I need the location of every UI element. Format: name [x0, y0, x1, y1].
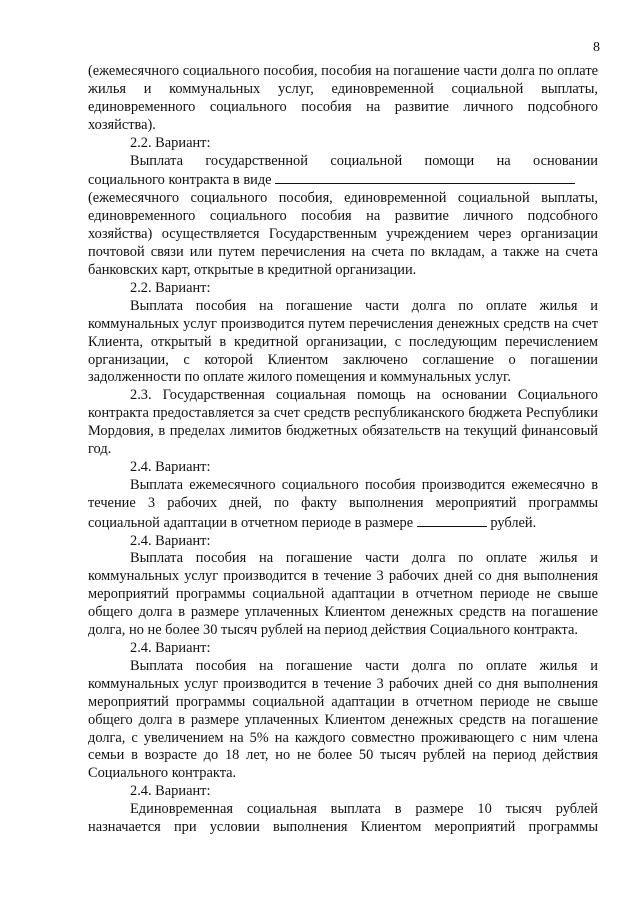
contract-form-blank [275, 170, 575, 184]
paragraph-payment-method-line2 [88, 170, 598, 190]
section-heading-2-4-a: 2.4. Вариант: [130, 458, 211, 475]
page-number: 8 [593, 40, 600, 55]
paragraph-payment-method [88, 153, 598, 171]
paragraph-monthly-allowance [88, 477, 598, 533]
paragraph-2-3-funding: 2.3. Государственная социальная помощь на основании Социального контракта предоставляется за счет средств республиканского бюджета Республики Мордовия, в пределах лимитов бюджетных обязательств на текущий финансовый год. [88, 387, 598, 458]
paragraph-debt-50k: Выплата пособия на погашение части долга по оплате жилья и коммунальных услуг производится в течение 3 рабочих дней со дня выполнения мероприятий программы социальной адаптации в отчетном периоде не свыше общего долга в размере уплаченных Клиентом денежных средств на погашение долга, с увеличением на 5% на каждого совместно проживающего с ним члена семьи в возрасте до 18 лет, но не более 50 тысяч рублей на период действия Социального контракта. [88, 657, 598, 782]
monthly-amount-blank [417, 513, 487, 527]
paragraph-debt-payment-transfer: Выплата пособия на погашение части долга по оплате жилья и коммунальных услуг производится путем перечисления денежных средств на счет Клиента, открытый в кредитной организации, с последующим перечислением организации, с которой Клиентом заключено соглашение о погашении задолженности по оплате жилого помещения и коммунальных услуг. [88, 297, 598, 386]
paragraph-one-time-payment: Единовременная социальная выплата в размере 10 тысяч рублей назначается при условии выполнения Клиентом мероприятий программы [88, 801, 598, 836]
section-heading-2-2-b: 2.2. Вариант: [130, 279, 211, 296]
paragraph-intro: (ежемесячного социального пособия, пособия на погашение части долга по оплате жилья и коммунальных услуг, единовременной социальной выплаты, единовременного социального пособия на развитие личного подсобного хозяйства). [88, 63, 598, 133]
section-heading-2-2-a: 2.2. Вариант: [130, 134, 211, 151]
document-body [88, 63, 598, 837]
contract-form-label: социального контракта в виде [88, 172, 272, 189]
monthly-allowance-text: Выплата ежемесячного социального пособия производится ежемесячно в течение 3 рабочих дней, по факту выполнения мероприятий программы социальной адаптации в отчетном периоде в размере [88, 476, 598, 531]
section-heading-2-4-d: 2.4. Вариант: [130, 783, 211, 800]
paragraph-debt-30k: Выплата пособия на погашение части долга по оплате жилья и коммунальных услуг производится в течение 3 рабочих дней со дня выполнения мероприятий программы социальной адаптации в отчетном периоде не свыше общего долга в размере уплаченных Клиентом денежных средств на погашение долга, но не более 30 тысяч рублей на период действия Социального контракта. [88, 550, 598, 639]
section-heading-2-4-c: 2.4. Вариант: [130, 640, 211, 656]
monthly-amount-unit: рублей. [490, 514, 537, 531]
paragraph-payment-method-line1: Выплата государственной социальной помощи на основании [130, 152, 598, 169]
paragraph-payment-method-rest: (ежемесячного социального пособия, единовременной социальной выплаты, единовременного социального пособия на развитие личного подсобного хозяйства) осуществляется Государственным учреждением через организации почтовой связи или путем перечисления на счета по вкладам, а также на счета банковских карт, открытые в кредитной организации. [88, 190, 598, 278]
section-heading-2-4-b: 2.4. Вариант: [130, 532, 211, 549]
